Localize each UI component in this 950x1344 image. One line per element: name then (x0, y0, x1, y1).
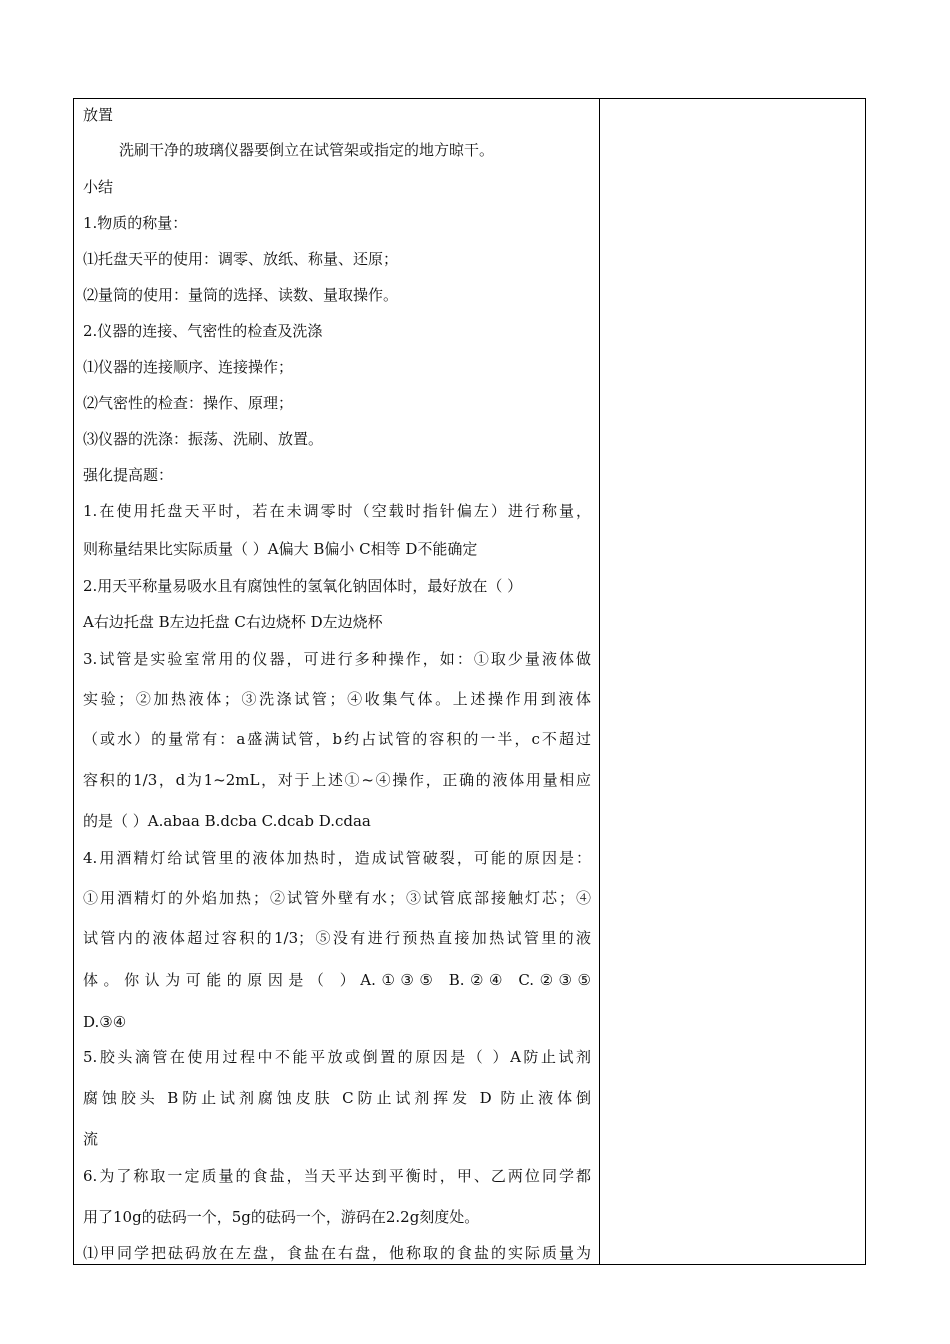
content-table (73, 98, 866, 1265)
text-line: ⑶仪器的洗涤：振荡、洗刷、放置。 (83, 430, 324, 448)
text-line: ⑵气密性的检查：操作、原理； (83, 394, 294, 412)
question-line: 腐蚀胶头 B防止试剂腐蚀皮肤 C防止试剂挥发 D 防止液体倒 (83, 1089, 591, 1107)
question-line: A右边托盘 B左边托盘 C右边烧杯 D左边烧杯 (83, 613, 383, 631)
question-line: （或水）的量常有：a盛满试管，b约占试管的容积的一半，c不超过 (83, 730, 591, 748)
text-line: ⑴托盘天平的使用：调零、放纸、称量、还原； (83, 250, 399, 268)
question-line: 试管内的液体超过容积的1/3；⑤没有进行预热直接加热试管里的液 (83, 929, 591, 947)
text-line: 洗刷干净的玻璃仪器要倒立在试管架或指定的地方晾干。 (119, 141, 495, 159)
question-line: 6.为了称取一定质量的食盐，当天平达到平衡时，甲、乙两位同学都 (83, 1167, 591, 1185)
column-divider (599, 99, 600, 1264)
question-line: 则称量结果比实际质量（ ）A偏大 B偏小 C相等 D不能确定 (83, 540, 478, 558)
question-line: D.③④ (83, 1013, 127, 1031)
question-line: 2.用天平称量易吸水且有腐蚀性的氢氧化钠固体时，最好放在（ ） (83, 577, 523, 595)
text-line: 2.仪器的连接、气密性的检查及洗涤 (83, 322, 323, 340)
question-line: 的是（ ）A.abaa B.dcba C.dcab D.cdaa (83, 812, 371, 830)
question-line: 5.胶头滴管在使用过程中不能平放或倒置的原因是（ ）A防止试剂 (83, 1048, 591, 1066)
question-line: 3.试管是实验室常用的仪器，可进行多种操作，如：①取少量液体做 (83, 650, 591, 668)
question-line: 流 (83, 1130, 99, 1148)
question-line: 容积的1/3，d为1~2mL，对于上述①~④操作，正确的液体用量相应 (83, 771, 591, 789)
question-line: ⑴甲同学把砝码放在左盘，食盐在右盘，他称取的食盐的实际质量为 (83, 1244, 591, 1262)
question-line: 体。你认为可能的原因是（ ）A.①③⑤ B.②④ C.②③⑤ (83, 971, 591, 989)
section-heading: 强化提高题： (83, 466, 174, 484)
question-line: 用了10g的砝码一个，5g的砝码一个，游码在2.2g刻度处。 (83, 1208, 480, 1226)
question-line: 4.用酒精灯给试管里的液体加热时，造成试管破裂，可能的原因是： (83, 849, 591, 867)
question-line: 实验；②加热液体；③洗涤试管；④收集气体。上述操作用到液体 (83, 690, 591, 708)
text-line: 放置 (83, 106, 114, 124)
question-line: 1.在使用托盘天平时，若在未调零时（空载时指针偏左）进行称量， (83, 502, 591, 520)
text-line: 1.物质的称量： (83, 214, 188, 232)
text-line: ⑴仪器的连接顺序、连接操作； (83, 358, 294, 376)
text-line: ⑵量筒的使用：量筒的选择、读数、量取操作。 (83, 286, 399, 304)
section-heading: 小结 (83, 178, 114, 196)
question-line: ①用酒精灯的外焰加热；②试管外壁有水；③试管底部接触灯芯；④ (83, 889, 591, 907)
